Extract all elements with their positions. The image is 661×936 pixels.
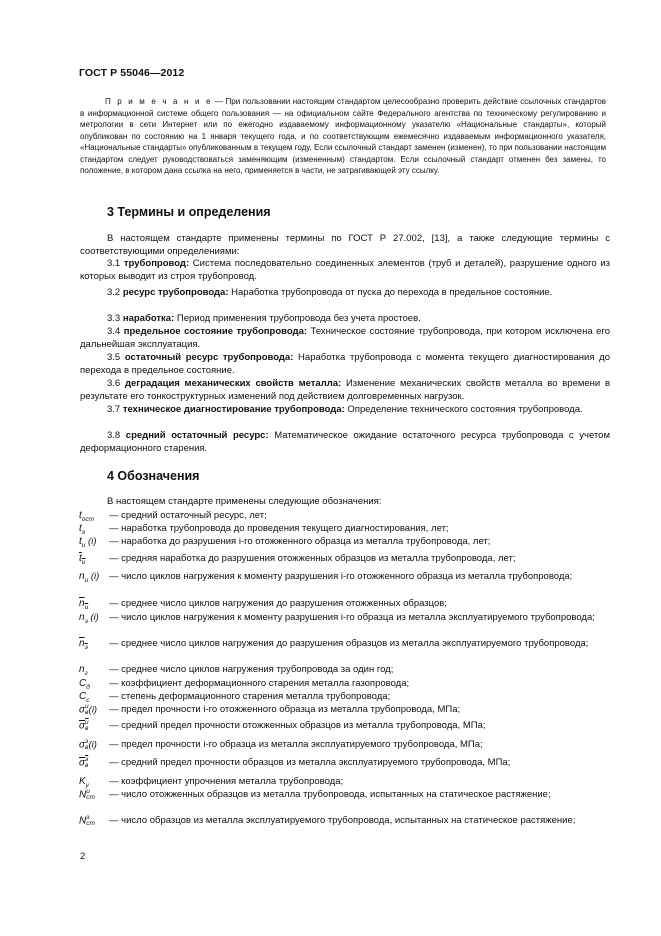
symbol-notation: $\overline{\sigma}$ э в [79,756,89,769]
document-code-header: ГОСТ Р 55046—2012 [79,67,185,79]
symbol-description: — предел прочности i-го отожженного образца из металла трубопровода, МПа; [109,704,461,715]
term-name: ресурс трубопровода: [122,287,229,298]
page-number: 2 [80,851,86,862]
symbol-description: — число циклов нагружения к моменту разрушения i-го отожженного образца из металла трубопровода; [109,571,573,582]
symbol-notation: N и ст [79,788,95,801]
symbol-description: — наработка трубопровода до проведения текущего диагностирования, лет; [109,523,449,534]
symbol-notation: $\overline{n}_э$ [79,638,88,651]
symbol-description: — число отожженных образцов из металла трубопровода, испытанных на статическое растяжение; [109,789,551,800]
term-number: 3.2 [107,287,123,298]
section-4-title: 4 Обозначения [107,469,200,483]
term-number: 3.8 [107,430,126,441]
term-text: Изменение механических свойств металла во времени в результате его тонкоструктурных изменений под действием долговременных нагрузок. [80,378,610,402]
term-text: Математическое ожидание остаточного ресурса трубопровода с учетом деформационного старения. [80,430,610,454]
note-paragraph [80,96,606,177]
term-text: Период применения трубопровода без учета простоев. [174,313,421,324]
section-3-intro: В настоящем стандарте применены термины по ГОСТ Р 27.002, [13], а также следующие термины с соответствующими определениями: [80,233,610,257]
section-4-intro: В настоящем стандарте применены следующие обозначения: [107,496,382,507]
term-definition [80,287,610,300]
term-definition [80,326,610,352]
term-name: предельное состояние трубопровода: [123,326,308,337]
term-number: 3.1 [107,258,124,269]
term-number: 3.3 [107,313,123,324]
symbol-notation: σ э в (i) [79,738,97,751]
term-name: наработка: [122,313,175,324]
term-text: Система последовательно соединенных элементов (труб и деталей), разрушение одного из которых выводит из строя трубопровод. [80,258,610,282]
term-text: Определение технического состояния трубопровода. [344,404,583,415]
term-name: техническое диагностирование трубопровода: [122,404,345,415]
symbol-notation: $t_э$ [79,523,85,536]
term-definition [80,352,610,378]
term-number: 3.4 [107,326,124,337]
term-definition [80,378,610,404]
symbol-notation: $n_г$ [79,664,88,677]
symbol-description: — наработка до разрушения i-го отожженного образца из металла трубопровода, лет; [109,536,491,547]
section-3-title: 3 Термины и определения [107,205,271,219]
term-text: Наработка трубопровода с момента текущего диагностирования до перехода в предельное состояние. [80,352,610,376]
symbol-description: — средний предел прочности образцов из металла эксплуатируемого трубопровода, МПа; [109,757,511,768]
symbol-notation: $n_и$ (i) [79,571,100,584]
symbol-description: — среднее число циклов нагружения трубопровода за один год; [109,664,394,675]
symbol-description: — средняя наработка до разрушения отожженных образцов из металла трубопровода, лет; [109,553,516,564]
term-definition [80,313,610,326]
symbol-description: — предел прочности i-го образца из металла эксплуатируемого трубопровода, МПа; [109,739,483,750]
symbol-description: — средний предел прочности отожженных образцов из металла трубопровода, МПа; [109,720,486,731]
symbol-description: — среднее число циклов нагружения до разрушения образцов из металла эксплуатируемого трубопровода; [109,638,589,649]
symbol-notation: $t_и$ (i) [79,536,97,549]
symbol-notation: $\overline{\sigma}$ и в [79,719,89,732]
symbol-notation: $K_у$ [79,776,89,789]
term-name: средний остаточный ресурс: [125,430,269,441]
term-definition [80,404,610,417]
symbol-notation: $t_{ост}$ [79,510,95,523]
note-text: — При пользовании настоящим стандартом целесообразно проверить действие ссылочных стандартов в информационной системе общего пользования — на официальном сайте Федерального агентства по техническому регулированию и метрологии в сети Интернет или по ежегодно издаваемому информационному указателю «Национальные стандарты», который опубликован по состоянию на 1 января текущего года, и по соответствующим ежемесячно издаваемым информационного указателя, «Национальные стандарты» опубликованным в текущем году. Если ссылочный стандарт заменен (изменен), то при пользовании настоящим стандартом следует руководствоваться заменяющим (измененным) стандартом. Если ссылочный стандарт отменен без замены, то положение, в котором дана ссылка на него, применяется в части, не затрагивающей эту ссылку. [80,97,606,175]
term-text: Наработка трубопровода от пуска до перехода в предельное состояние. [228,287,553,298]
symbol-description: — число циклов нагружения к моменту разрушения i-го образца из металла эксплуатируемого трубопровода; [109,612,595,623]
symbol-description: — число образцов из металла эксплуатируемого трубопровода, испытанных на статическое растяжение; [109,815,576,826]
term-name: трубопровод: [123,258,190,269]
term-name: остаточный ресурс трубопровода: [124,352,294,363]
symbol-notation: $C_с$ [79,691,90,704]
symbol-notation: $n_э$ (i) [79,612,99,625]
symbol-notation: σ и в (i) [79,703,98,716]
note-label: П р и м е ч а н и е [105,97,213,106]
term-number: 3.5 [107,352,125,363]
symbol-notation: $C_д$ [79,678,90,691]
symbol-description: — степень деформационного старения металла трубопровода; [109,691,391,702]
symbol-notation: $\overline{n}_и$ [79,598,89,611]
symbol-description: — коэффициент упрочнения металла трубопровода; [109,776,344,787]
symbol-description: — коэффициент деформационного старения металла газопровода; [109,678,410,689]
term-definition [80,258,610,284]
symbol-description: — среднее число циклов нагружения до разрушения отожженных образцов; [109,598,447,609]
term-text: Техническое состояние трубопровода, при котором исключена его дальнейшая эксплуатация. [80,326,610,350]
term-number: 3.6 [107,378,125,389]
term-name: деградация механических свойств металла: [124,378,342,389]
symbol-description: — средний остаточный ресурс, лет; [109,510,267,521]
symbol-notation: $\overline{t}_и$ [79,553,86,566]
term-number: 3.7 [107,404,123,415]
term-definition [80,430,610,456]
symbol-notation: N э ст [79,814,95,827]
